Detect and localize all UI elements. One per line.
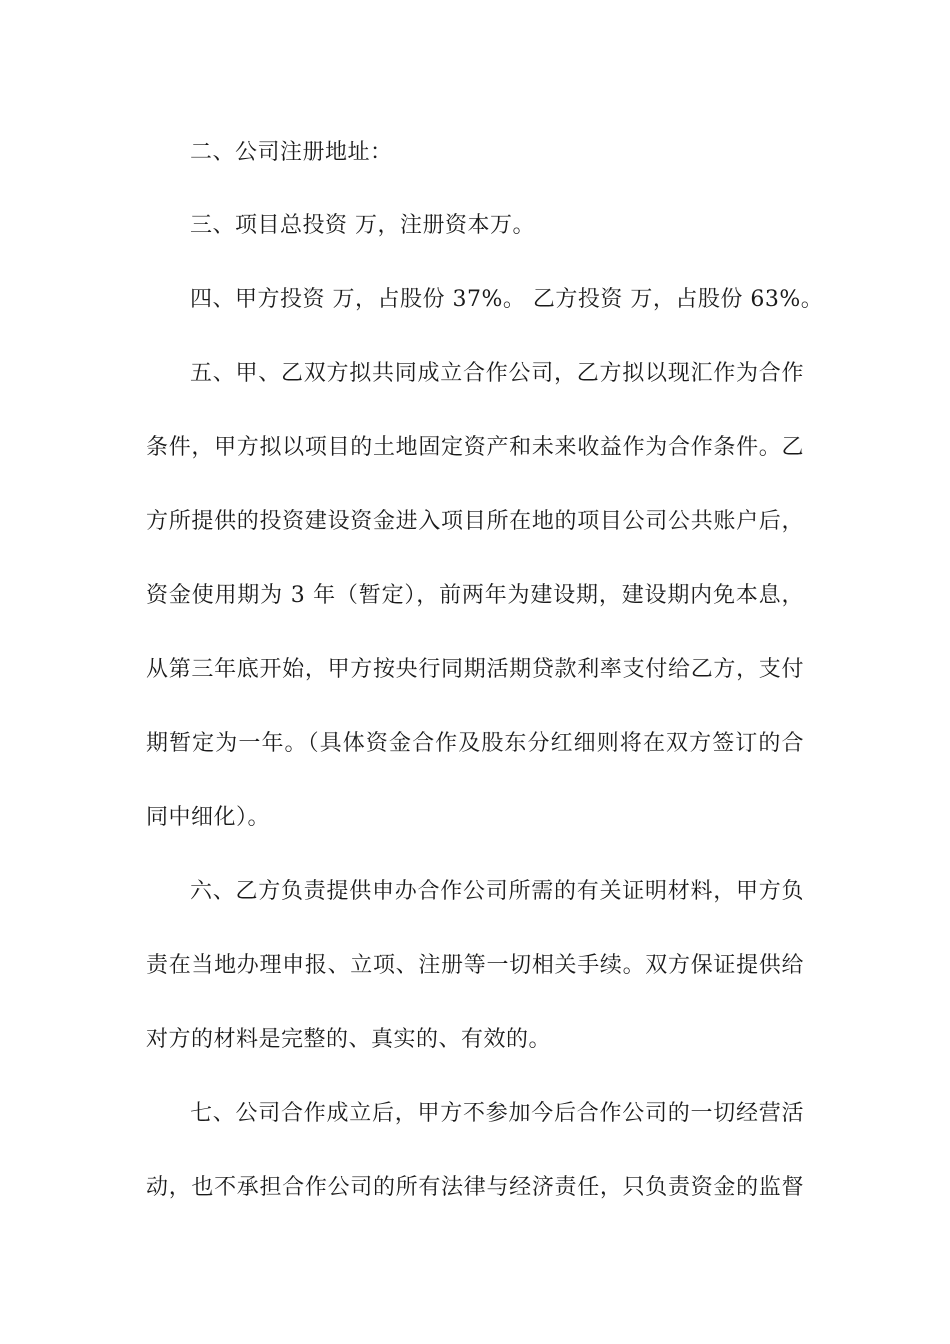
clause-7-line-1: 七、公司合作成立后，甲方不参加今后合作公司的一切经营活 <box>190 1101 804 1126</box>
clause-7-line-2: 动，也不承担合作公司的所有法律与经济责任，只负责资金的监督 <box>146 1175 804 1200</box>
clause-5-line-2: 条件，甲方拟以项目的土地固定资产和未来收益作为合作条件。乙 <box>146 435 804 460</box>
clause-5-line-3: 方所提供的投资建设资金进入项目所在地的项目公司公共账户后， <box>146 509 804 534</box>
clause-6-line-1: 六、乙方负责提供申办合作公司所需的有关证明材料，甲方负 <box>190 879 804 904</box>
clause-5-line-5: 从第三年底开始，甲方按央行同期活期贷款利率支付给乙方，支付 <box>146 657 804 682</box>
clause-6-line-3: 对方的材料是完整的、真实的、有效的。 <box>146 1027 552 1052</box>
clause-5-line-4: 资金使用期为 3 年（暂定），前两年为建设期，建设期内免本息， <box>146 583 804 608</box>
clause-6-line-2: 责在当地办理申报、立项、注册等一切相关手续。双方保证提供给 <box>146 953 804 978</box>
clause-5-line-7: 同中细化）。 <box>146 805 271 830</box>
clause-4-line: 四、甲方投资 万，占股份 37%。 乙方投资 万，占股份 63%。 <box>190 287 824 312</box>
clause-2-line: 二、公司注册地址： <box>190 140 393 165</box>
clause-3-line: 三、项目总投资 万，注册资本万。 <box>190 213 535 238</box>
clause-5-line-1: 五、甲、乙双方拟共同成立合作公司，乙方拟以现汇作为合作 <box>190 361 804 386</box>
clause-5-line-6: 期暂定为一年。（具体资金合作及股东分红细则将在双方签订的合 <box>146 731 804 756</box>
